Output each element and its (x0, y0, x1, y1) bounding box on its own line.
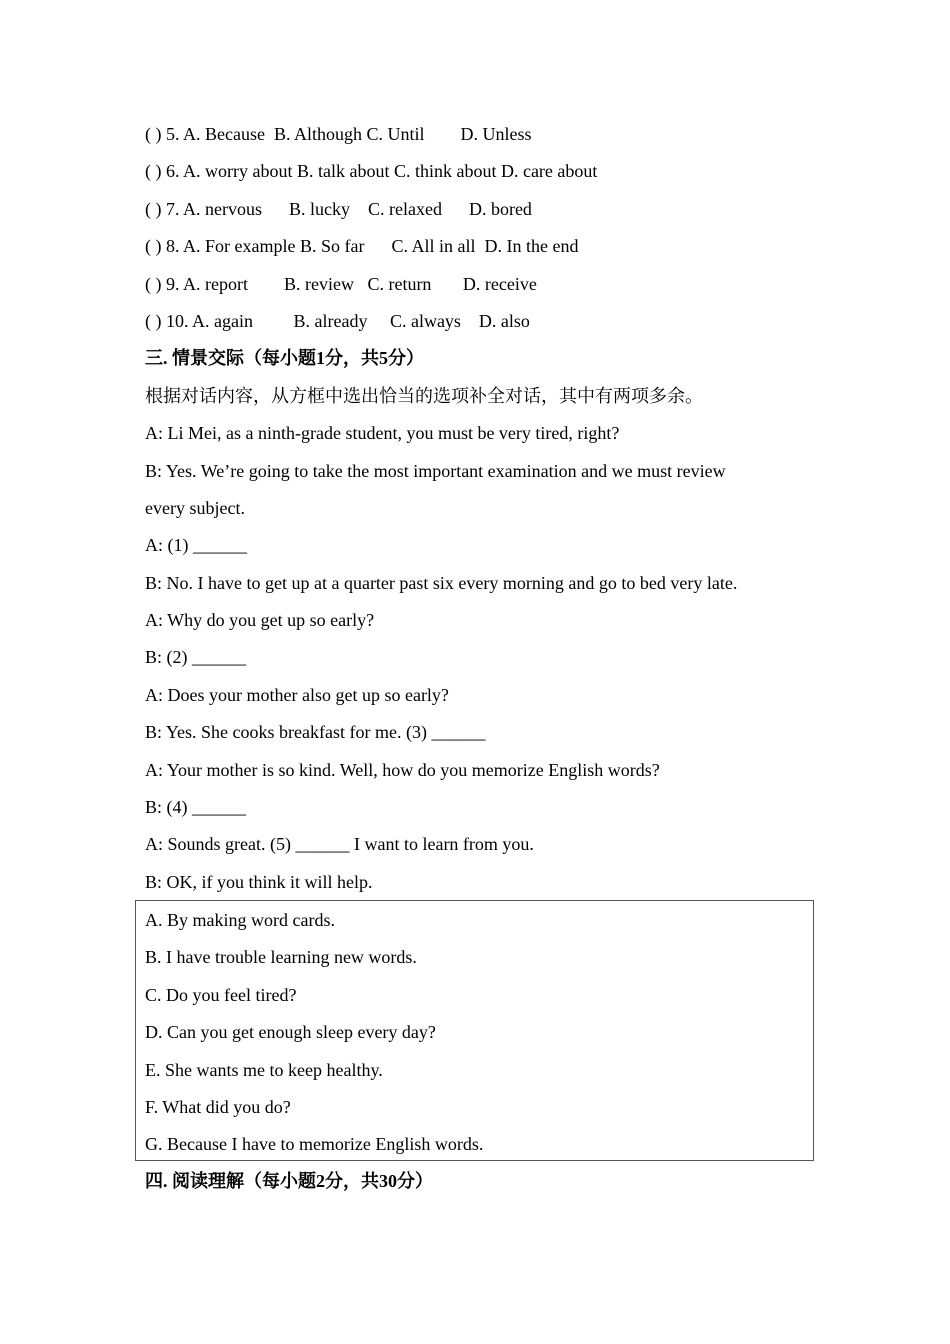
dialogue-line: B: (4) ______ (145, 797, 246, 818)
question-9: ( ) 9. A. report B. review C. return D. receive (145, 273, 537, 294)
option-d: D. Can you get enough sleep every day? (145, 1022, 436, 1043)
option-a: A. By making word cards. (145, 910, 335, 930)
option-e: E. She wants me to keep healthy. (145, 1059, 383, 1080)
dialogue-line: A: Your mother is so kind. Well, how do you memorize English words? (145, 759, 660, 780)
dialogue-line: B: Yes. She cooks breakfast for me. (3) ______ (145, 722, 486, 743)
dialogue-line: B: Yes. We’re going to take the most important examination and we must review (145, 460, 726, 481)
dialogue-line: A: Li Mei, as a ninth-grade student, you must be very tired, right? (145, 423, 620, 444)
dialogue-line: B: (2) ______ (145, 647, 246, 668)
section3-instruction: 根据对话内容，从方框中选出恰当的选项补全对话，其中有两项多余。 (145, 385, 703, 406)
option-c: C. Do you feel tired? (145, 984, 297, 1005)
section4-title: 四. 阅读理解（每小题2分，共30分） (145, 1171, 433, 1191)
question-6: ( ) 6. A. worry about B. talk about C. think about D. care about (145, 161, 598, 182)
dialogue-line: A: (1) ______ (145, 535, 247, 556)
question-10: ( ) 10. A. again B. already C. always D. also (145, 310, 530, 331)
exam-content (145, 116, 825, 901)
dialogue-line: B: OK, if you think it will help. (145, 871, 373, 892)
question-5: ( ) 5. A. Because B. Although C. Until D. Unless (145, 124, 532, 144)
option-g: G. Because I have to memorize English words. (145, 1134, 484, 1155)
question-7: ( ) 7. A. nervous B. lucky C. relaxed D. bored (145, 198, 532, 219)
option-f: F. What did you do? (145, 1096, 291, 1117)
dialogue-line: B: No. I have to get up at a quarter past six every morning and go to bed very late. (145, 572, 738, 593)
dialogue-line: A: Sounds great. (5) ______ I want to learn from you. (145, 834, 534, 855)
question-8: ( ) 8. A. For example B. So far C. All in all D. In the end (145, 236, 579, 257)
dialogue-line: A: Why do you get up so early? (145, 610, 375, 631)
option-b: B. I have trouble learning new words. (145, 947, 417, 968)
dialogue-line: A: Does your mother also get up so early? (145, 684, 449, 705)
dialogue-line: every subject. (145, 497, 245, 518)
section3-title: 三. 情景交际（每小题1分，共5分） (145, 348, 424, 369)
options-box (135, 900, 814, 1161)
